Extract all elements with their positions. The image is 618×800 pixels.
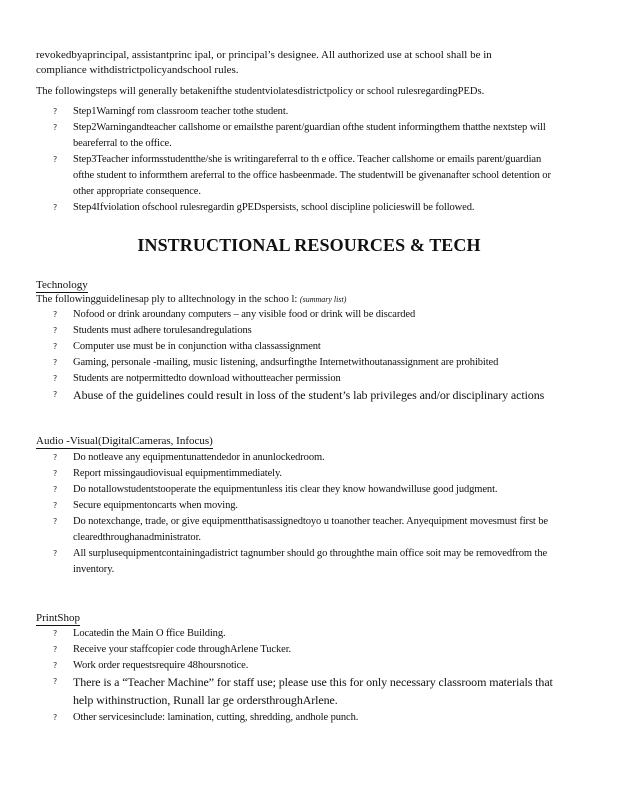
step-1-text: Step1Warningf rom classroom teacher tothe student. <box>73 106 289 117</box>
audio-visual-item-text: Secure equipmentoncarts when moving. <box>73 500 238 511</box>
list-item <box>0 514 563 546</box>
technology-intro-note: (summary list) <box>299 295 347 304</box>
intro-paragraph-line-1: revokedbyaprincipal, assistantprinc ipal, or principal’s designee. All authorized use at school shall be in <box>36 49 492 61</box>
bullet-glyph: ? <box>53 677 58 686</box>
bullet-glyph: ? <box>53 107 58 116</box>
print-shop-heading: PrintShop <box>36 612 81 624</box>
audio-visual-item-text: Do notexchange, trade, or give equipmentthatisassignedtoyo u toanother teacher. Anyequipment movesmust first be clearedthroughanadministrator. <box>73 516 548 543</box>
bullet-glyph: ? <box>53 390 58 399</box>
bullet-glyph: ? <box>53 203 58 212</box>
technology-list <box>0 307 618 405</box>
bullet-glyph: ? <box>53 123 58 132</box>
list-item <box>0 626 563 642</box>
list-item <box>0 642 563 658</box>
bullet-glyph: ? <box>53 645 58 654</box>
technology-item-text: Gaming, personale -mailing, music listening, andsurfingthe Internetwithoutanassignment are prohibited <box>73 357 499 368</box>
technology-intro <box>36 292 584 307</box>
bullet-glyph: ? <box>53 629 58 638</box>
intro-paragraph-line-2: compliance withdistrictpolicyandschool rules. <box>36 64 239 76</box>
list-item <box>0 120 563 152</box>
audio-visual-list <box>0 450 618 578</box>
technology-intro-text: The followingguidelinesap ply to alltechnology in the schoo l: <box>36 294 298 305</box>
audio-visual-item-text: All surplusequipmentcontainingadistrict tagnumber should go throughthe main office soit may be removedfrom the inventory. <box>73 548 548 575</box>
list-item <box>0 152 563 200</box>
bullet-glyph: ? <box>53 713 58 722</box>
list-item <box>0 498 563 514</box>
list-item <box>0 371 563 387</box>
bullet-glyph: ? <box>53 155 58 164</box>
step-3-text: Step3Teacher informsstudentthe/she is writingareferral to th e office. Teacher callshome or emails parent/guardian ofthe student to informthem areferral to the office hasbeenmade. The studentwill be givenanafter school detention or other appropriate consequence. <box>73 154 551 197</box>
bullet-glyph: ? <box>53 310 58 319</box>
list-item <box>0 674 563 710</box>
bullet-glyph: ? <box>53 501 58 510</box>
technology-item-text: Students are notpermittedto download withoutteacher permission <box>73 373 341 384</box>
list-item <box>0 104 563 120</box>
bullet-glyph: ? <box>53 453 58 462</box>
list-item <box>0 339 563 355</box>
list-item <box>0 387 563 405</box>
step-2-text: Step2Warningandteacher callshome or emailsthe parent/guardian ofthe student informingthem thatthe nextstep will beareferral to the office. <box>73 122 546 149</box>
list-item <box>0 710 563 726</box>
bullet-glyph: ? <box>53 661 58 670</box>
list-item <box>0 200 563 216</box>
steps-list <box>0 104 618 216</box>
bullet-glyph: ? <box>53 517 58 526</box>
print-shop-item-text: There is a “Teacher Machine” for staff use; please use this for only necessary classroom materials that help withinstruction, Runall lar ge ordersthroughArlene. <box>73 675 553 707</box>
list-item <box>0 307 563 323</box>
print-shop-item-text: Work order requestsrequire 48hoursnotice. <box>73 660 249 671</box>
audio-visual-item-text: Report missingaudiovisual equipmentimmediately. <box>73 468 282 479</box>
technology-item-text: Nofood or drink aroundany computers – any visible food or drink will be discarded <box>73 309 416 320</box>
steps-intro: The followingsteps will generally betakenifthe studentviolatesdistrictpolicy or school rulesregardingPEDs. <box>36 86 485 97</box>
print-shop-item-text: Other servicesinclude: lamination, cutting, shredding, andhole punch. <box>73 712 359 723</box>
audio-visual-heading: Audio -Visual(DigitalCameras, Infocus) <box>36 435 213 447</box>
list-item <box>0 482 563 498</box>
bullet-glyph: ? <box>53 549 58 558</box>
list-item <box>0 323 563 339</box>
technology-item-text: Abuse of the guidelines could result in loss of the student’s lab privileges and/or disciplinary actions <box>73 388 545 402</box>
bullet-glyph: ? <box>53 469 58 478</box>
list-item <box>0 466 563 482</box>
bullet-glyph: ? <box>53 342 58 351</box>
print-shop-list <box>0 626 618 726</box>
audio-visual-item-text: Do notallowstudentstooperate the equipmentunless itis clear they know howandwilluse good judgment. <box>73 484 498 495</box>
list-item <box>0 658 563 674</box>
section-title: INSTRUCTIONAL RESOURCES & TECH <box>137 235 481 255</box>
audio-visual-item-text: Do notleave any equipmentunattendedor in anunlockedroom. <box>73 452 325 463</box>
bullet-glyph: ? <box>53 326 58 335</box>
list-item <box>0 450 563 466</box>
step-4-text: Step4Ifviolation ofschool rulesregardin gPEDspersists, school discipline policieswill be followed. <box>73 202 475 213</box>
bullet-glyph: ? <box>53 485 58 494</box>
bullet-glyph: ? <box>53 358 58 367</box>
list-item <box>0 355 563 371</box>
list-item <box>0 546 563 578</box>
print-shop-item-text: Receive your staffcopier code throughArlene Tucker. <box>73 644 292 655</box>
technology-item-text: Students must adhere torulesandregulations <box>73 325 252 336</box>
technology-heading: Technology <box>36 279 88 291</box>
bullet-glyph: ? <box>53 374 58 383</box>
print-shop-item-text: Locatedin the Main O ffice Building. <box>73 628 226 639</box>
technology-item-text: Computer use must be in conjunction witha classassignment <box>73 341 321 352</box>
